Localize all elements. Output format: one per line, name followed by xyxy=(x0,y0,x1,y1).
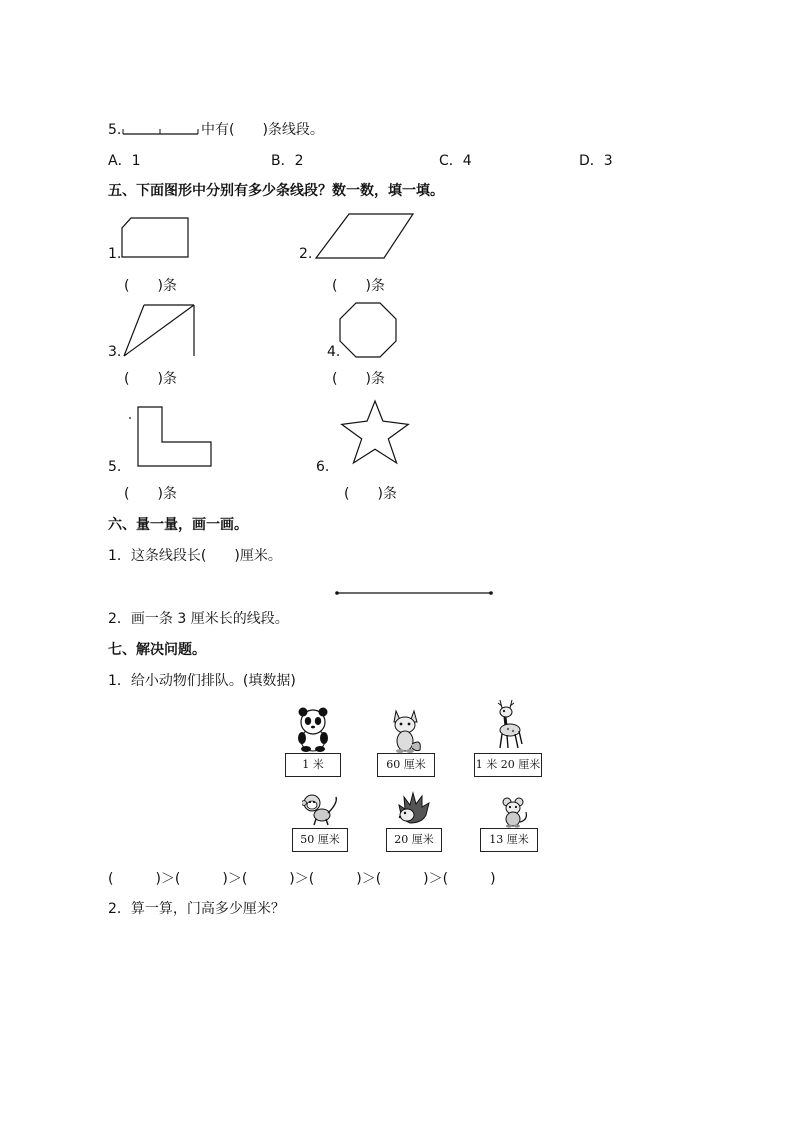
monkey-icon xyxy=(302,793,340,827)
q5-option-a: A．1 xyxy=(108,153,141,169)
fig4-number: 4. xyxy=(327,344,341,360)
fig1-number: 1. xyxy=(108,246,122,262)
section6-title: 六、量一量，画一画。 xyxy=(108,517,248,533)
section6-q2: 2．画一条 3 厘米长的线段。 xyxy=(108,611,289,627)
q5-option-c: C．4 xyxy=(439,153,472,169)
q5-segment-figure xyxy=(122,122,202,136)
fig2-parallelogram xyxy=(312,212,416,262)
fig3-answer: ( )条 xyxy=(124,371,177,387)
mouse-icon xyxy=(498,796,530,828)
q5-number: 5. xyxy=(108,122,122,138)
fig5-answer: ( )条 xyxy=(124,486,177,502)
fig1-pentagon xyxy=(120,216,194,260)
deer-icon xyxy=(488,698,528,752)
section5-title: 五、下面图形中分别有多少条线段？数一数，填一填。 xyxy=(108,183,444,199)
panda-icon xyxy=(292,704,334,752)
fig4-answer: ( )条 xyxy=(332,371,385,387)
fig3-triangle-lines xyxy=(120,302,200,360)
fig2-number: 2. xyxy=(299,246,313,262)
monkey-height-label: 50 厘米 xyxy=(292,828,348,852)
hedgehog-icon xyxy=(396,791,432,827)
mouse-height-label: 13 厘米 xyxy=(480,828,538,852)
section7-title: 七、解决问题。 xyxy=(108,642,206,658)
q5-option-b: B．2 xyxy=(271,153,304,169)
fig1-answer: ( )条 xyxy=(124,278,177,294)
fig4-octagon xyxy=(338,301,400,359)
panda-height-label: 1 米 xyxy=(285,753,341,777)
measure-segment xyxy=(334,589,496,597)
fig5-number: 5. xyxy=(108,459,122,475)
section7-q2: 2．算一算，门高多少厘米？ xyxy=(108,901,285,917)
fig6-star xyxy=(340,398,412,468)
q5-option-d: D．3 xyxy=(579,153,613,169)
ordering-blanks: ( )＞( )＞( )＞( )＞( )＞( ) xyxy=(108,871,496,887)
fig6-number: 6. xyxy=(316,459,330,475)
q5-stem: 中有( )条线段。 xyxy=(201,122,324,138)
fig3-number: 3. xyxy=(108,344,122,360)
fox-icon xyxy=(388,708,424,754)
fig6-answer: ( )条 xyxy=(344,486,397,502)
hedgehog-height-label: 20 厘米 xyxy=(386,828,442,852)
fig2-answer: ( )条 xyxy=(332,278,385,294)
deer-height-label: 1 米 20 厘米 xyxy=(474,753,542,777)
fox-height-label: 60 厘米 xyxy=(377,753,435,777)
section6-q1: 1．这条线段长( )厘米。 xyxy=(108,548,282,564)
section7-q1: 1．给小动物们排队。(填数据) xyxy=(108,673,296,689)
fig5-l-shape xyxy=(126,404,216,470)
